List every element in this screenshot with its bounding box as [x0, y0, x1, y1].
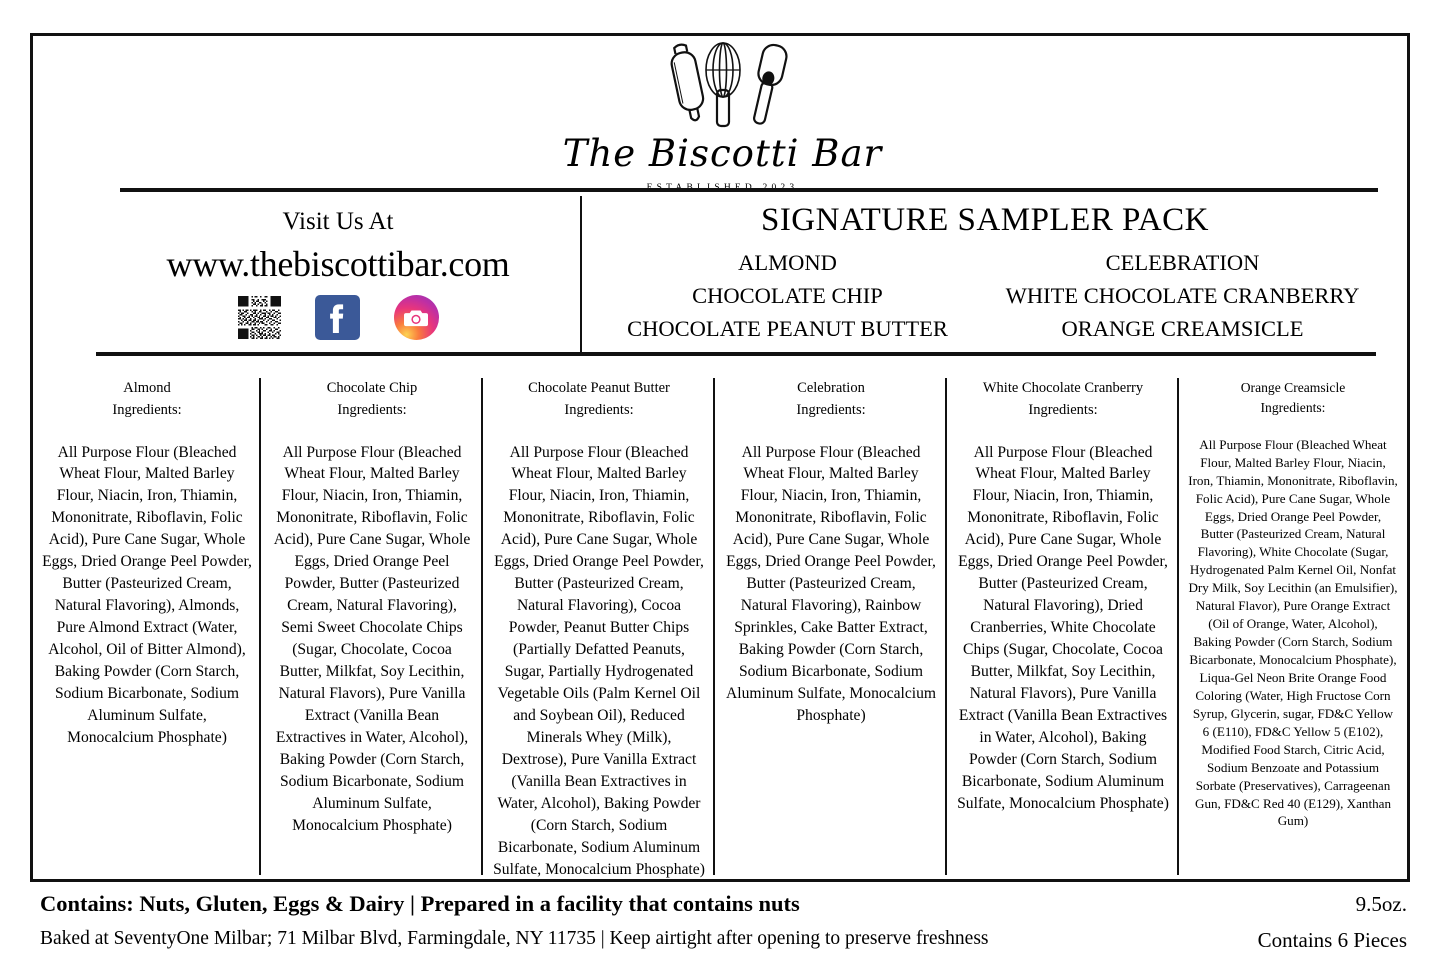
flavor-name: Chocolate Peanut Butter — [528, 380, 670, 396]
ingredients-label: Ingredients: — [112, 401, 182, 418]
visit-us-title: Visit Us At — [282, 208, 394, 235]
flavor-item: ORANGE CREAMSICLE — [1061, 316, 1304, 342]
ingredient-column-almond — [33, 378, 261, 878]
flavor-name: Orange Creamsicle — [1240, 380, 1346, 395]
flavor-list — [590, 246, 1380, 345]
ingredient-text: All Purpose Flour (Bleached Wheat Flour, Malted Barley Flour, Niacin, Iron, Thiamin, Mononitrate, Riboflavin, Folic Acid), Pure Cane Sugar, Whole Eggs, Dried Orange Peel Powder, Butter (Pasteurized Cream, Natural Flavoring), White Chocolate (Sugar, Hydrogenated Palm Kernel Oil, Nonfat Dry Milk, Soy Lecithin (an Emulsifier), Natural Flavor), Pure Orange Extract (Oil of Orange, Water, Alcohol), Baking Powder (Corn Starch, Sodium Bicarbonate, Monocalcium Phosphate), Liqua-Gel Neon Brite Orange Food Coloring (Water, High Fructose Corn Syrup, Glycerin, sugar, FD&C Yellow 6 (E110), FD&C Yellow 5 (E102), Modified Food Starch, Citric Acid, Sodium Benzoate and Potassium Sorbate (Preservatives), Carrageenan Gun, FD&C Red 40 (E129), Xanthan Gum) — [1188, 436, 1398, 829]
brand-name: The Biscotti Bar — [562, 132, 883, 175]
flavor-item: CHOCOLATE PEANUT BUTTER — [627, 316, 948, 342]
ingredient-column-heading — [956, 378, 1170, 422]
visit-us-block — [96, 200, 580, 340]
ingredients-label: Ingredients: — [796, 401, 866, 418]
flavor-item: CHOCOLATE CHIP — [692, 283, 883, 309]
facebook-icon[interactable] — [315, 295, 360, 340]
website-url[interactable]: www.thebiscottibar.com — [166, 244, 510, 284]
allergen-statement: Contains: Nuts, Gluten, Eggs & Dairy | Prepared in a facility that contains nuts — [40, 891, 800, 916]
ingredient-column-heading — [492, 378, 706, 422]
flavor-name: Almond — [123, 380, 171, 396]
ingredient-column-chocolate-chip — [261, 378, 483, 878]
flavor-item: ALMOND — [738, 250, 837, 275]
label-footer — [0, 884, 1445, 963]
ingredient-column-celebration — [715, 378, 947, 878]
flavor-column-left — [590, 246, 985, 345]
ingredients-label: Ingredients: — [1028, 401, 1098, 418]
flavor-name: Celebration — [797, 380, 865, 396]
baking-tools-icon — [0, 38, 1445, 130]
ingredient-text: All Purpose Flour (Bleached Wheat Flour, Malted Barley Flour, Niacin, Iron, Thiamin, Mononitrate, Riboflavin, Folic Acid), Pure Cane Sugar, Whole Eggs, Dried Orange Peel Powder, Butter (Pasteurized Cream, Natural Flavoring), Cocoa Powder, Peanut Butter Chips (Partially Defatted Peanuts, Sugar, Partially Hydrogenated Vegetable Oils (Palm Kernel Oil and Soybean Oil), Reduced Minerals Whey (Milk), Dextrose), Pure Vanilla Extract (Vanilla Bean Extractives in Water, Alcohol), Baking Powder (Corn Starch, Sodium Bicarbonate, Sodium Aluminum Sulfate, Monocalcium Phosphate) — [493, 443, 705, 879]
social-icon-row — [96, 295, 580, 340]
flavor-name: White Chocolate Cranberry — [982, 380, 1144, 396]
qr-code-icon[interactable] — [238, 296, 281, 339]
header-vertical-divider — [580, 196, 582, 354]
ingredient-text: All Purpose Flour (Bleached Wheat Flour, Malted Barley Flour, Niacin, Iron, Thiamin, Mononitrate, Riboflavin, Folic Acid), Pure Cane Sugar, Whole Eggs, Dried Orange Peel Powder, Butter (Pasteurized Cream, Natural Flavoring), Dried Cranberries, White Chocolate Chips (Sugar, Chocolate, Cocoa Butter, Milkfat, Soy Lecithin, Natural Flavors), Pure Vanilla Extract (Vanilla Bean Extractives in Water, Alcohol), Baking Powder (Corn Starch, Sodium Bicarbonate, Sodium Aluminum Sulfate, Monocalcium Phosphate) — [957, 443, 1169, 813]
ingredient-column-orange-creamsicle — [1179, 378, 1407, 878]
piece-count: Contains 6 Pieces — [1257, 928, 1407, 952]
ingredient-text: All Purpose Flour (Bleached Wheat Flour, Malted Barley Flour, Niacin, Iron, Thiamin, Mononitrate, Riboflavin, Folic Acid), Pure Cane Sugar, Whole Eggs, Dried Orange Peel Powder, Butter (Pasteurized Cream, Natural Flavoring), Rainbow Sprinkles, Cake Batter Extract, Baking Powder (Corn Starch, Sodium Bicarbonate, Sodium Aluminum Sulfate, Monocalcium Phosphate) — [725, 443, 937, 725]
divider-top — [120, 188, 1378, 192]
ingredient-column-heading — [42, 378, 252, 422]
flavor-item: WHITE CHOCOLATE CRANBERRY — [1005, 283, 1360, 309]
ingredient-column-heading — [270, 378, 474, 422]
flavor-item: CELEBRATION — [1105, 250, 1260, 275]
bakery-info: Baked at SeventyOne Milbar; 71 Milbar Blvd, Farmingdale, NY 11735 | Keep airtight after opening to preserve freshness — [40, 928, 989, 949]
divider-bottom — [96, 352, 1376, 356]
ingredients-label: Ingredients: — [337, 401, 407, 418]
brand-logo — [0, 38, 1445, 193]
ingredient-column-white-chocolate-cranberry — [947, 378, 1179, 878]
net-weight: 9.5oz. — [1355, 892, 1407, 916]
ingredients-area — [33, 378, 1407, 878]
ingredient-column-heading — [1188, 378, 1398, 419]
flavor-column-right — [985, 246, 1380, 345]
flavor-name: Chocolate Chip — [326, 380, 418, 396]
page-title: SIGNATURE SAMPLER PACK — [760, 202, 1210, 238]
ingredients-label: Ingredients: — [564, 401, 634, 418]
instagram-icon[interactable] — [394, 295, 439, 340]
ingredient-text: All Purpose Flour (Bleached Wheat Flour, Malted Barley Flour, Niacin, Iron, Thiamin, Mononitrate, Riboflavin, Folic Acid), Pure Cane Sugar, Whole Eggs, Dried Orange Peel Powder, Butter (Pasteurized Cream, Natural Flavoring), Almonds, Pure Almond Extract (Water, Alcohol, Oil of Bitter Almond), Baking Powder (Corn Starch, Sodium Bicarbonate, Sodium Aluminum Sulfate, Monocalcium Phosphate) — [42, 443, 252, 747]
ingredients-label: Ingredients: — [1260, 400, 1326, 416]
sampler-pack-block — [590, 196, 1380, 345]
ingredient-text: All Purpose Flour (Bleached Wheat Flour, Malted Barley Flour, Niacin, Iron, Thiamin, Mononitrate, Riboflavin, Folic Acid), Pure Cane Sugar, Whole Eggs, Dried Orange Peel Powder, Butter (Pasteurized Cream, Natural Flavoring), Semi Sweet Chocolate Chips (Sugar, Chocolate, Cocoa Butter, Milkfat, Soy Lecithin, Natural Flavors), Pure Vanilla Extract (Vanilla Bean Extractives in Water, Alcohol), Baking Powder (Corn Starch, Sodium Bicarbonate, Sodium Aluminum Sulfate, Monocalcium Phosphate) — [273, 443, 471, 835]
ingredient-column-heading — [724, 378, 938, 422]
ingredient-column-chocolate-peanut-butter — [483, 378, 715, 878]
